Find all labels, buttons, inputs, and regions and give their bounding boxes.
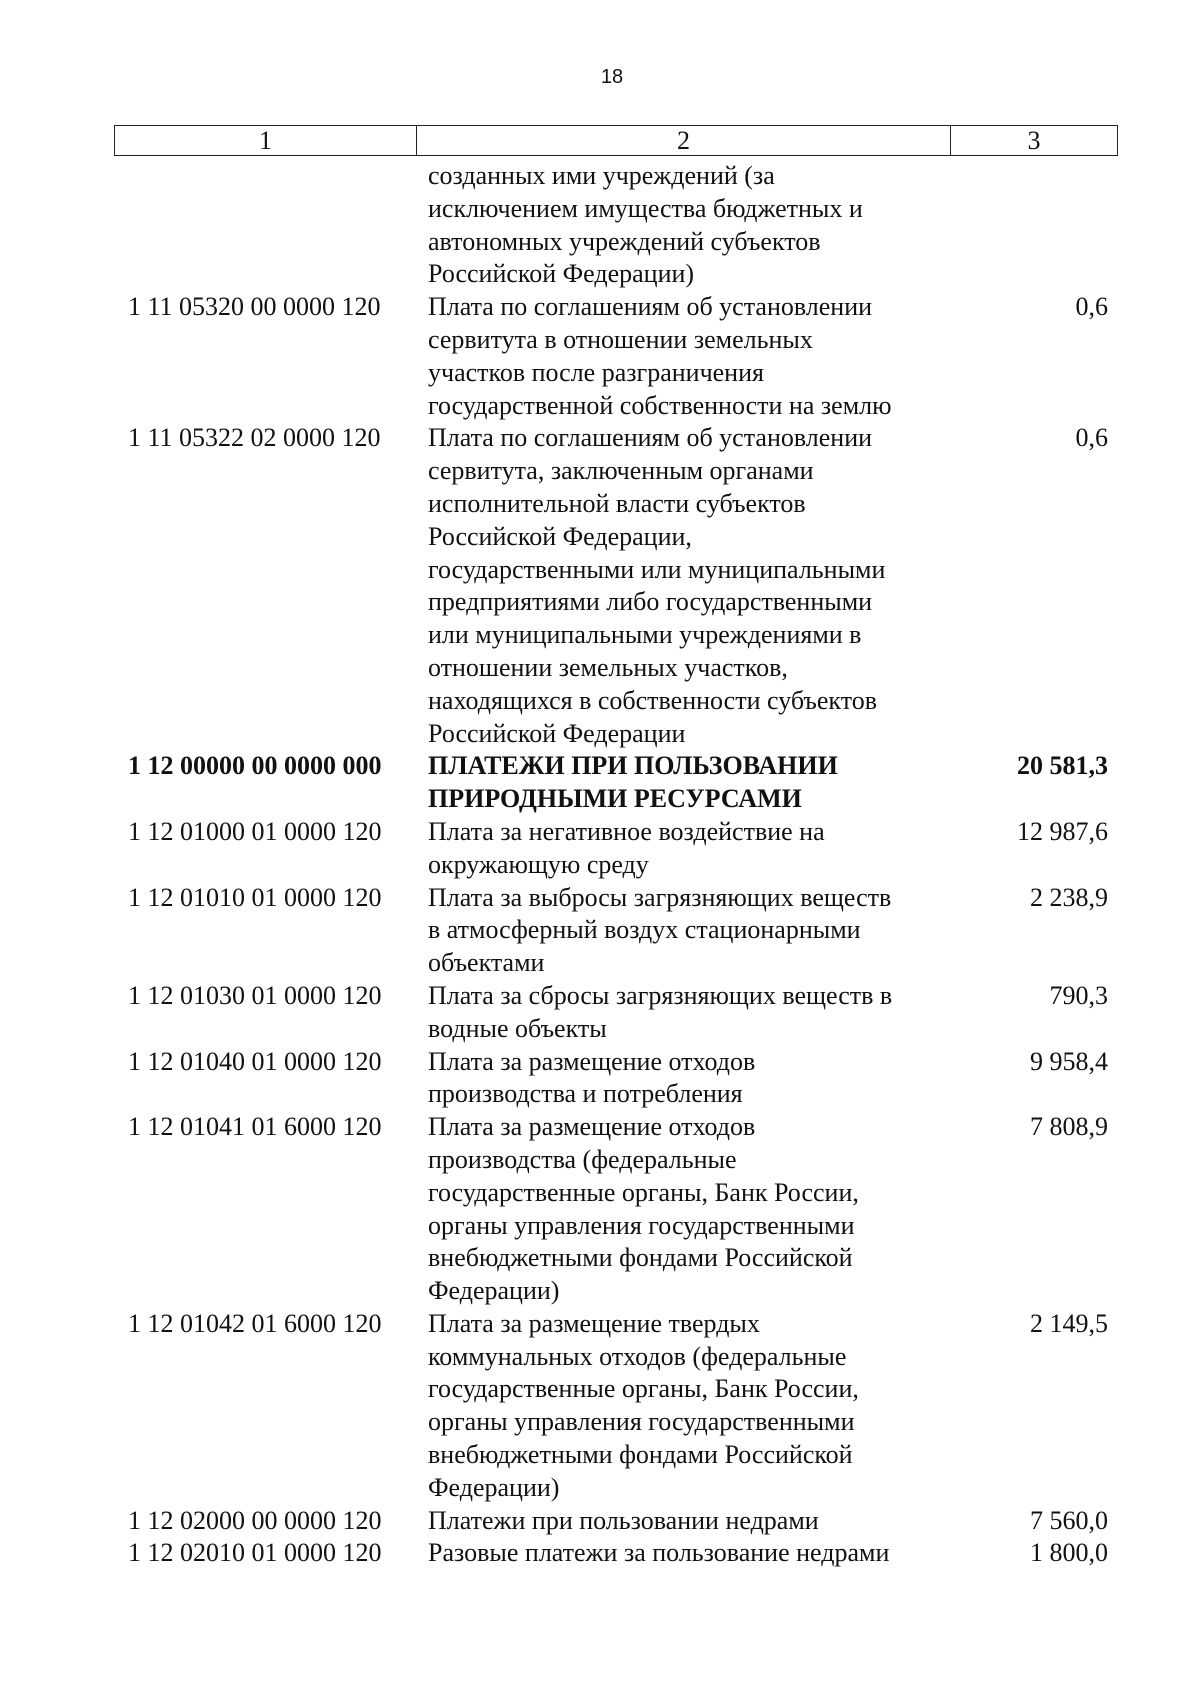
row-description: [416, 160, 950, 291]
description-line: участков после разграничения: [428, 357, 764, 387]
description-line: органы управления государственными: [428, 1407, 855, 1437]
row-description: [416, 1537, 950, 1570]
description-line: коммунальных отходов (федеральные: [428, 1341, 847, 1371]
budget-code: 1 12 01010 01 0000 120: [128, 882, 382, 912]
table-row: [114, 750, 1118, 816]
amount-value: 7 808,9: [1030, 1112, 1108, 1142]
column-header-amount: 3: [1027, 126, 1041, 155]
table-row: [114, 422, 1118, 750]
description-line: государственными или муниципальными: [428, 554, 886, 584]
amount-value: 0,6: [1075, 423, 1108, 453]
amount-value: 790,3: [1049, 980, 1108, 1010]
table-row: [114, 816, 1118, 882]
description-line: ПЛАТЕЖИ ПРИ ПОЛЬЗОВАНИИ: [428, 751, 838, 781]
row-description: [416, 1111, 950, 1308]
budget-code: 1 12 01041 01 6000 120: [128, 1112, 382, 1142]
row-description: [416, 882, 950, 980]
description-line: Разовые платежи за пользование недрами: [428, 1538, 890, 1568]
description-line: предприятиями либо государственными: [428, 587, 873, 617]
description-line: ПРИРОДНЫМИ РЕСУРСАМИ: [428, 784, 802, 814]
description-line: созданных ими учреждений (за: [428, 161, 775, 190]
description-line: автономных учреждений субъектов: [428, 226, 821, 256]
description-line: окружающую среду: [428, 849, 649, 879]
row-description: [416, 422, 950, 750]
column-header-description: 2: [417, 126, 951, 155]
budget-code: 1 12 02000 00 0000 120: [128, 1505, 382, 1535]
description-line: государственные органы, Банк России,: [428, 1374, 859, 1404]
budget-code: 1 12 01030 01 0000 120: [128, 980, 382, 1010]
description-line: объектами: [428, 948, 545, 978]
description-line: Российской Федерации): [428, 259, 695, 289]
amount-value: 2 238,9: [1030, 882, 1108, 912]
description-line: исполнительной власти субъектов: [428, 488, 806, 518]
table-row: [114, 160, 1118, 291]
row-description: [416, 750, 950, 816]
table-row: [114, 882, 1118, 980]
table-row: [114, 1046, 1118, 1112]
description-line: сервитута, заключенным органами: [428, 456, 814, 486]
page-number: 18: [600, 66, 624, 88]
table-row: [114, 291, 1118, 422]
column-header-code: 1: [115, 126, 417, 155]
budget-code: 1 11 05322 02 0000 120: [128, 423, 381, 453]
description-line: в атмосферный воздух стационарными: [428, 915, 861, 945]
description-line: Плата за размещение отходов: [428, 1112, 756, 1142]
description-line: Плата по соглашениям об установлении: [428, 423, 873, 453]
amount-value: 2 149,5: [1030, 1308, 1108, 1338]
budget-code: 1 12 01000 01 0000 120: [128, 816, 382, 846]
row-description: [416, 1505, 950, 1538]
description-line: или муниципальными учреждениями в: [428, 620, 862, 650]
description-line: государственные органы, Банк России,: [428, 1177, 859, 1207]
table-row: [114, 1537, 1118, 1570]
table-body: [114, 160, 1118, 1570]
budget-code: 1 12 02010 01 0000 120: [128, 1538, 382, 1568]
row-description: [416, 291, 950, 422]
row-description: [416, 816, 950, 882]
description-line: Плата за размещение твердых: [428, 1308, 760, 1338]
description-line: Федерации): [428, 1276, 560, 1306]
budget-code: 1 11 05320 00 0000 120: [128, 292, 381, 322]
description-line: внебюджетными фондами Российской: [428, 1440, 853, 1470]
description-line: Плата за размещение отходов: [428, 1046, 756, 1076]
table-row: [114, 980, 1118, 1046]
description-line: Плата за сбросы загрязняющих веществ в: [428, 980, 893, 1010]
description-line: находящихся в собственности субъектов: [428, 685, 877, 715]
description-line: водные объекты: [428, 1013, 607, 1043]
table-row: [114, 1308, 1118, 1505]
description-line: производства и потребления: [428, 1079, 743, 1109]
description-line: Российской Федерации,: [428, 521, 692, 551]
description-line: Плата по соглашениям об установлении: [428, 292, 873, 322]
description-line: Российской Федерации: [428, 718, 686, 748]
description-line: отношении земельных участков,: [428, 652, 788, 682]
amount-value: 0,6: [1075, 292, 1108, 322]
description-line: внебюджетными фондами Российской: [428, 1243, 853, 1273]
description-line: производства (федеральные: [428, 1144, 737, 1174]
description-line: государственной собственности на землю: [428, 390, 892, 420]
description-line: Плата за негативное воздействие на: [428, 816, 825, 846]
row-description: [416, 1046, 950, 1112]
table-row: [114, 1505, 1118, 1538]
description-line: сервитута в отношении земельных: [428, 324, 813, 354]
row-description: [416, 980, 950, 1046]
description-line: органы управления государственными: [428, 1210, 855, 1240]
description-line: Федерации): [428, 1472, 560, 1502]
row-description: [416, 1308, 950, 1505]
description-line: исключением имущества бюджетных и: [428, 193, 863, 223]
amount-value: 7 560,0: [1030, 1505, 1108, 1535]
budget-code: 1 12 00000 00 0000 000: [128, 751, 382, 781]
budget-code: 1 12 01042 01 6000 120: [128, 1308, 382, 1338]
amount-value: 9 958,4: [1030, 1046, 1108, 1076]
description-line: Платежи при пользовании недрами: [428, 1505, 819, 1535]
table-header: [114, 125, 1118, 156]
description-line: Плата за выбросы загрязняющих веществ: [428, 882, 892, 912]
amount-value: 1 800,0: [1030, 1538, 1108, 1568]
table-row: [114, 1111, 1118, 1308]
amount-value: 20 581,3: [1017, 751, 1108, 781]
amount-value: 12 987,6: [1017, 816, 1108, 846]
budget-code: 1 12 01040 01 0000 120: [128, 1046, 382, 1076]
